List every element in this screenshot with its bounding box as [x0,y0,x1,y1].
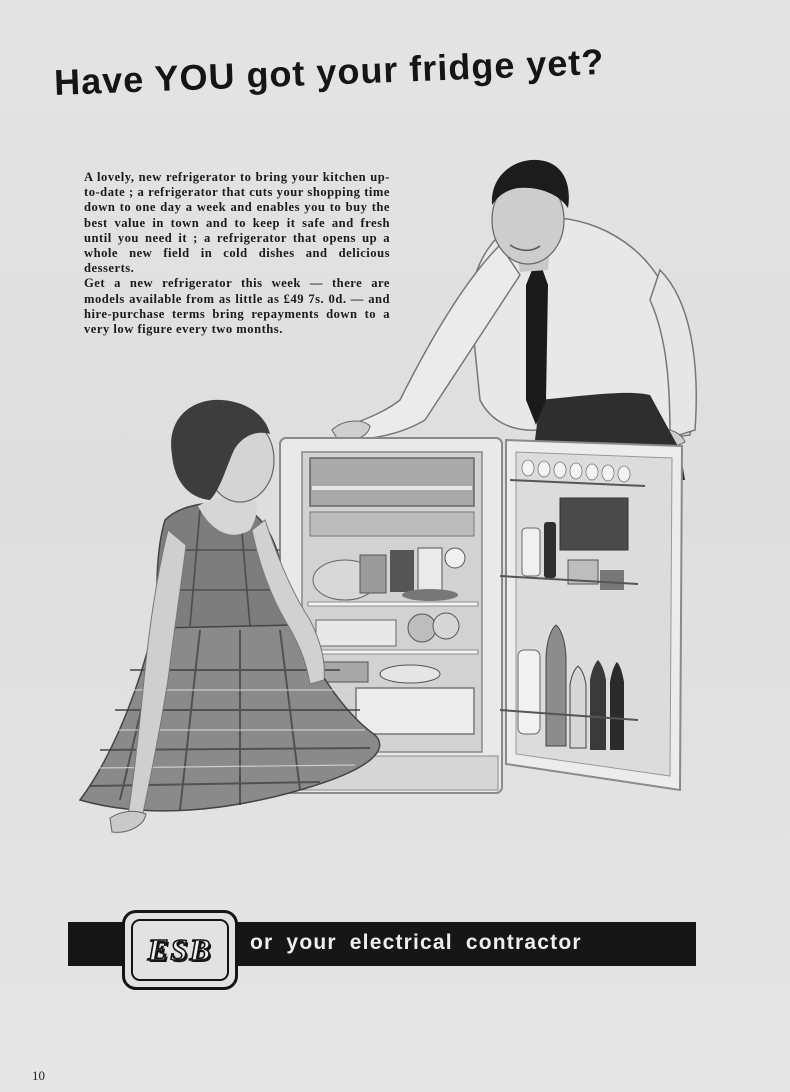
esb-logo-text: ESB [147,932,213,967]
banner-text: or your electrical contractor [250,931,582,954]
esb-logo [122,910,238,990]
man-figure [332,160,696,480]
esb-logo-frame [131,919,229,981]
page-number: 10 [32,1068,45,1083]
headline: Have YOU got your fridge yet? [53,40,605,104]
photo-couple-with-fridge [70,150,710,850]
body-paragraph-1: A lovely, new refrigerator to bring your kitchen up-to-date ; a refrigerator that cuts your shopping time down to one day a week and enables you to buy the best value in town and to keep it safe and fresh until you need it ; a refrigerator that opens up a whole new field in cold dishes and delicious desserts. [84,170,390,276]
body-paragraph-2: Get a new refrigerator this week — there are models available from as little as £49 7s. 0d. — and hire-purchase terms bring repayments down to a very low figure every two months. [84,276,390,337]
refrigerator-door [500,440,682,790]
